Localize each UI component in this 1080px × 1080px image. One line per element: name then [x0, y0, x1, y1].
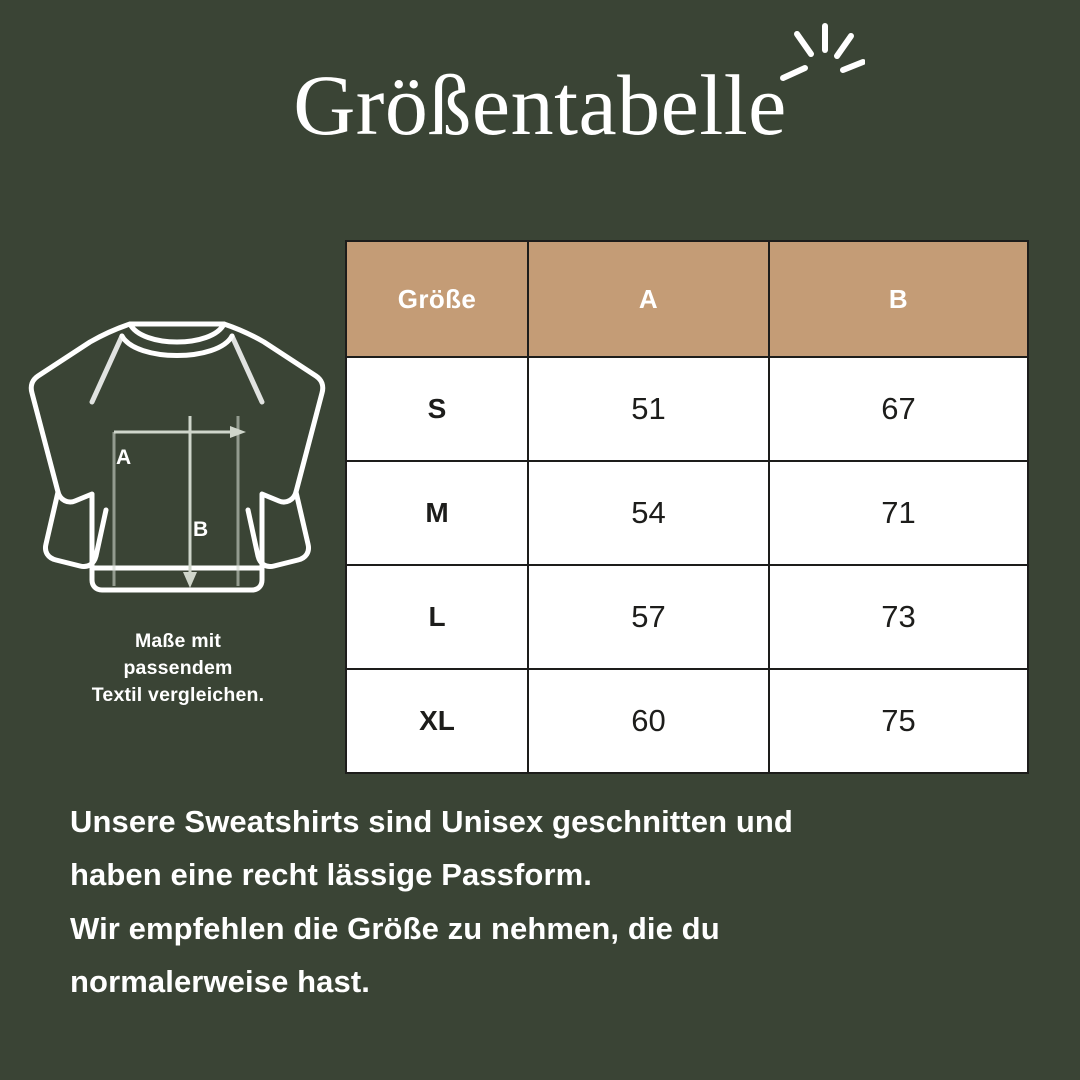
cell-size: S	[346, 357, 528, 461]
table-row	[346, 461, 1028, 565]
cell-a: 51	[528, 357, 769, 461]
table-header-b: B	[769, 241, 1028, 357]
caption-line-1: Maße mit	[134, 630, 222, 652]
cell-size: XL	[346, 669, 528, 773]
fit-note-line-3: Wir empfehlen die Größe zu nehmen, die du	[70, 910, 720, 946]
cell-b: 67	[769, 357, 1028, 461]
table-row	[346, 357, 1028, 461]
cell-size: L	[346, 565, 528, 669]
illustration-caption	[20, 628, 336, 709]
size-table	[345, 240, 1029, 774]
cell-a: 60	[528, 669, 769, 773]
caption-line-3: Textil vergleichen.	[91, 683, 265, 706]
size-table-container	[345, 240, 1027, 774]
measure-label-a: A	[116, 446, 132, 469]
fit-note	[70, 795, 1020, 1008]
page-title-container	[0, 57, 1080, 153]
page-title-text: Größentabelle	[293, 57, 787, 153]
fit-note-line-1: Unsere Sweatshirts sind Unisex geschnitten und	[70, 804, 793, 839]
table-header-size: Größe	[346, 241, 528, 357]
table-header-a: A	[528, 241, 769, 357]
fit-note-line-4: normalerweise hast.	[70, 963, 370, 999]
measure-label-b: B	[193, 518, 209, 541]
fit-note-line-2: haben eine recht lässige Passform.	[70, 857, 592, 893]
sparkle-icon	[775, 20, 865, 130]
cell-b: 71	[769, 461, 1028, 565]
cell-a: 57	[528, 565, 769, 669]
table-header-row	[346, 241, 1028, 357]
table-row	[346, 669, 1028, 773]
cell-b: 75	[769, 669, 1028, 773]
cell-a: 54	[528, 461, 769, 565]
table-row	[346, 565, 1028, 669]
page-title	[293, 57, 787, 153]
cell-b: 73	[769, 565, 1028, 669]
caption-line-2: passendem	[123, 656, 233, 679]
cell-size: M	[346, 461, 528, 565]
sweatshirt-illustration	[18, 296, 336, 626]
